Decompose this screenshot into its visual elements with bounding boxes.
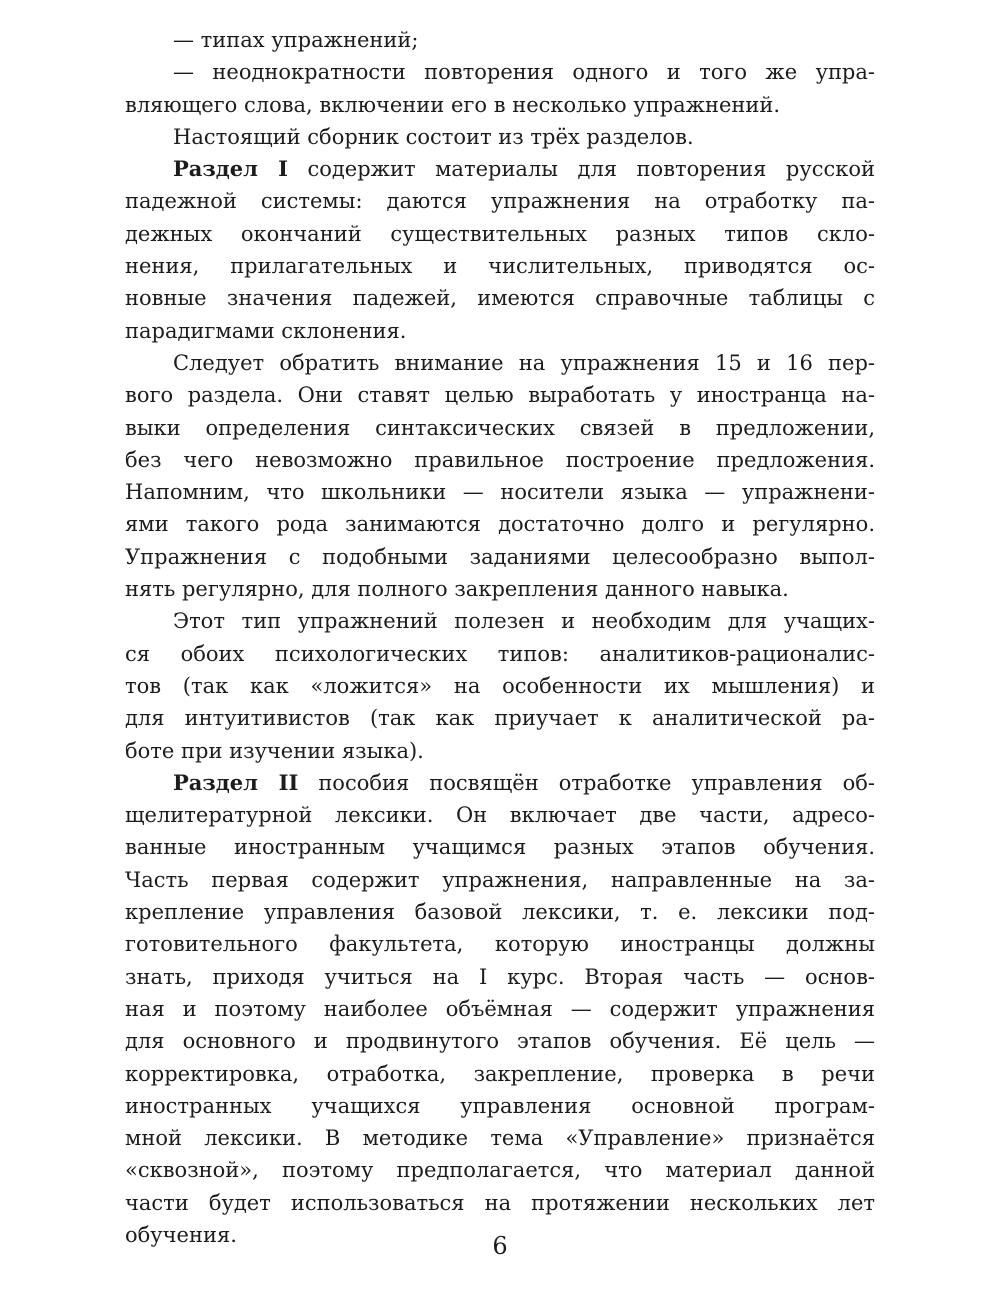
line-text: парадигмами склонения. [125, 318, 407, 343]
text-line [125, 1187, 875, 1219]
text-line [125, 1122, 875, 1154]
line-text: выки определения синтаксических связей в предложении, [125, 415, 875, 440]
text-line [125, 412, 875, 444]
text-line [125, 218, 875, 250]
line-text: дежных окончаний существительных разных типов скло- [125, 221, 875, 246]
line-text: ванные иностранным учащимся разных этапов обучения. [125, 835, 875, 860]
line-text: Упражнения с подобными заданиями целесообразно выпол- [125, 544, 875, 569]
text-line [125, 735, 875, 767]
text-line [125, 121, 875, 153]
text-line [125, 89, 875, 121]
text-line [125, 56, 875, 88]
line-text: содержит материалы для повторения русской [287, 157, 875, 182]
text-line [125, 379, 875, 411]
text-line [125, 670, 875, 702]
text-line [125, 282, 875, 314]
text-line [125, 508, 875, 540]
line-text: без чего невозможно правильное построение предложения. [125, 447, 875, 472]
line-text: мной лексики. В методике тема «Управление» признаётся [125, 1126, 875, 1151]
line-text: — неоднократности повторения одного и того же упра- [173, 60, 875, 85]
line-text: нения, прилагательных и числительных, приводятся ос- [125, 254, 875, 279]
text-line [125, 1025, 875, 1057]
text-line [125, 638, 875, 670]
section-heading: Раздел II [173, 769, 299, 795]
text-line [125, 444, 875, 476]
text-line [125, 605, 875, 637]
line-text: боте при изучении языка). [125, 738, 424, 763]
text-line [125, 831, 875, 863]
text-line [125, 1090, 875, 1122]
line-text: падежной системы: даются упражнения на отработку па- [125, 189, 875, 214]
line-text: ся обоих психологических типов: аналитиков-рационалис- [125, 641, 875, 666]
text-line [125, 573, 875, 605]
text-line [125, 1154, 875, 1186]
line-text: новные значения падежей, имеются справочные таблицы с [125, 286, 875, 311]
line-text: щелитературной лексики. Он включает две части, адресо- [125, 803, 875, 828]
line-text: Настоящий сборник состоит из трёх разделов. [173, 124, 694, 149]
line-text: корректировка, отработка, закрепление, проверка в речи [125, 1061, 875, 1086]
body-text [125, 24, 875, 1251]
line-text: — типах упражнений; [173, 28, 419, 52]
line-text: для интуитивистов (так как приучает к аналитической ра- [125, 706, 875, 731]
line-text: готовительного факультета, которую иностранцы должны [125, 932, 875, 957]
line-text: знать, приходя учиться на I курс. Вторая часть — основ- [125, 964, 875, 989]
line-text: ная и поэтому наиболее объёмная — содержит упражнения [125, 996, 875, 1021]
line-text: для основного и продвинутого этапов обучения. Её цель — [125, 1029, 875, 1054]
text-line [125, 185, 875, 217]
line-text: Этот тип упражнений полезен и необходим для учащих- [173, 609, 875, 634]
text-line [125, 896, 875, 928]
text-line [125, 864, 875, 896]
line-text: нять регулярно, для полного закрепления данного навыка. [125, 577, 789, 602]
line-text: вляющего слова, включении его в несколько упражнений. [125, 92, 781, 117]
line-text: обучения. [125, 1222, 237, 1247]
page-number: 6 [492, 1232, 508, 1260]
line-text: вого раздела. Они ставят целью выработать у иностранца на- [125, 383, 875, 408]
text-line [125, 767, 875, 799]
text-line [125, 799, 875, 831]
line-text: ями такого рода занимаются достаточно долго и регулярно. [125, 512, 875, 537]
text-line [125, 993, 875, 1025]
line-text: тов (так как «ложится» на особенности их мышления) и [125, 673, 875, 698]
line-text: Напомним, что школьники — носители языка — упражнени- [125, 480, 875, 505]
text-line [125, 24, 875, 56]
line-text: иностранных учащихся управления основной програм- [125, 1093, 875, 1118]
line-text: части будет использоваться на протяжении нескольких лет [125, 1190, 875, 1215]
text-line [125, 315, 875, 347]
line-text: пособия посвящён отработке управления об- [298, 770, 875, 795]
line-text: крепление управления базовой лексики, т. е. лексики под- [125, 900, 875, 925]
text-line [125, 702, 875, 734]
text-line [125, 347, 875, 379]
line-text: «сквозной», поэтому предполагается, что материал данной [125, 1158, 875, 1183]
text-line [125, 153, 875, 185]
line-text: Следует обратить внимание на упражнения 15 и 16 пер- [173, 350, 875, 375]
text-line [125, 476, 875, 508]
section-heading: Раздел I [173, 156, 288, 182]
text-line [125, 1058, 875, 1090]
text-line [125, 961, 875, 993]
line-text: Часть первая содержит упражнения, направленные на за- [125, 867, 875, 892]
text-line [125, 928, 875, 960]
text-line [125, 250, 875, 282]
text-line [125, 541, 875, 573]
